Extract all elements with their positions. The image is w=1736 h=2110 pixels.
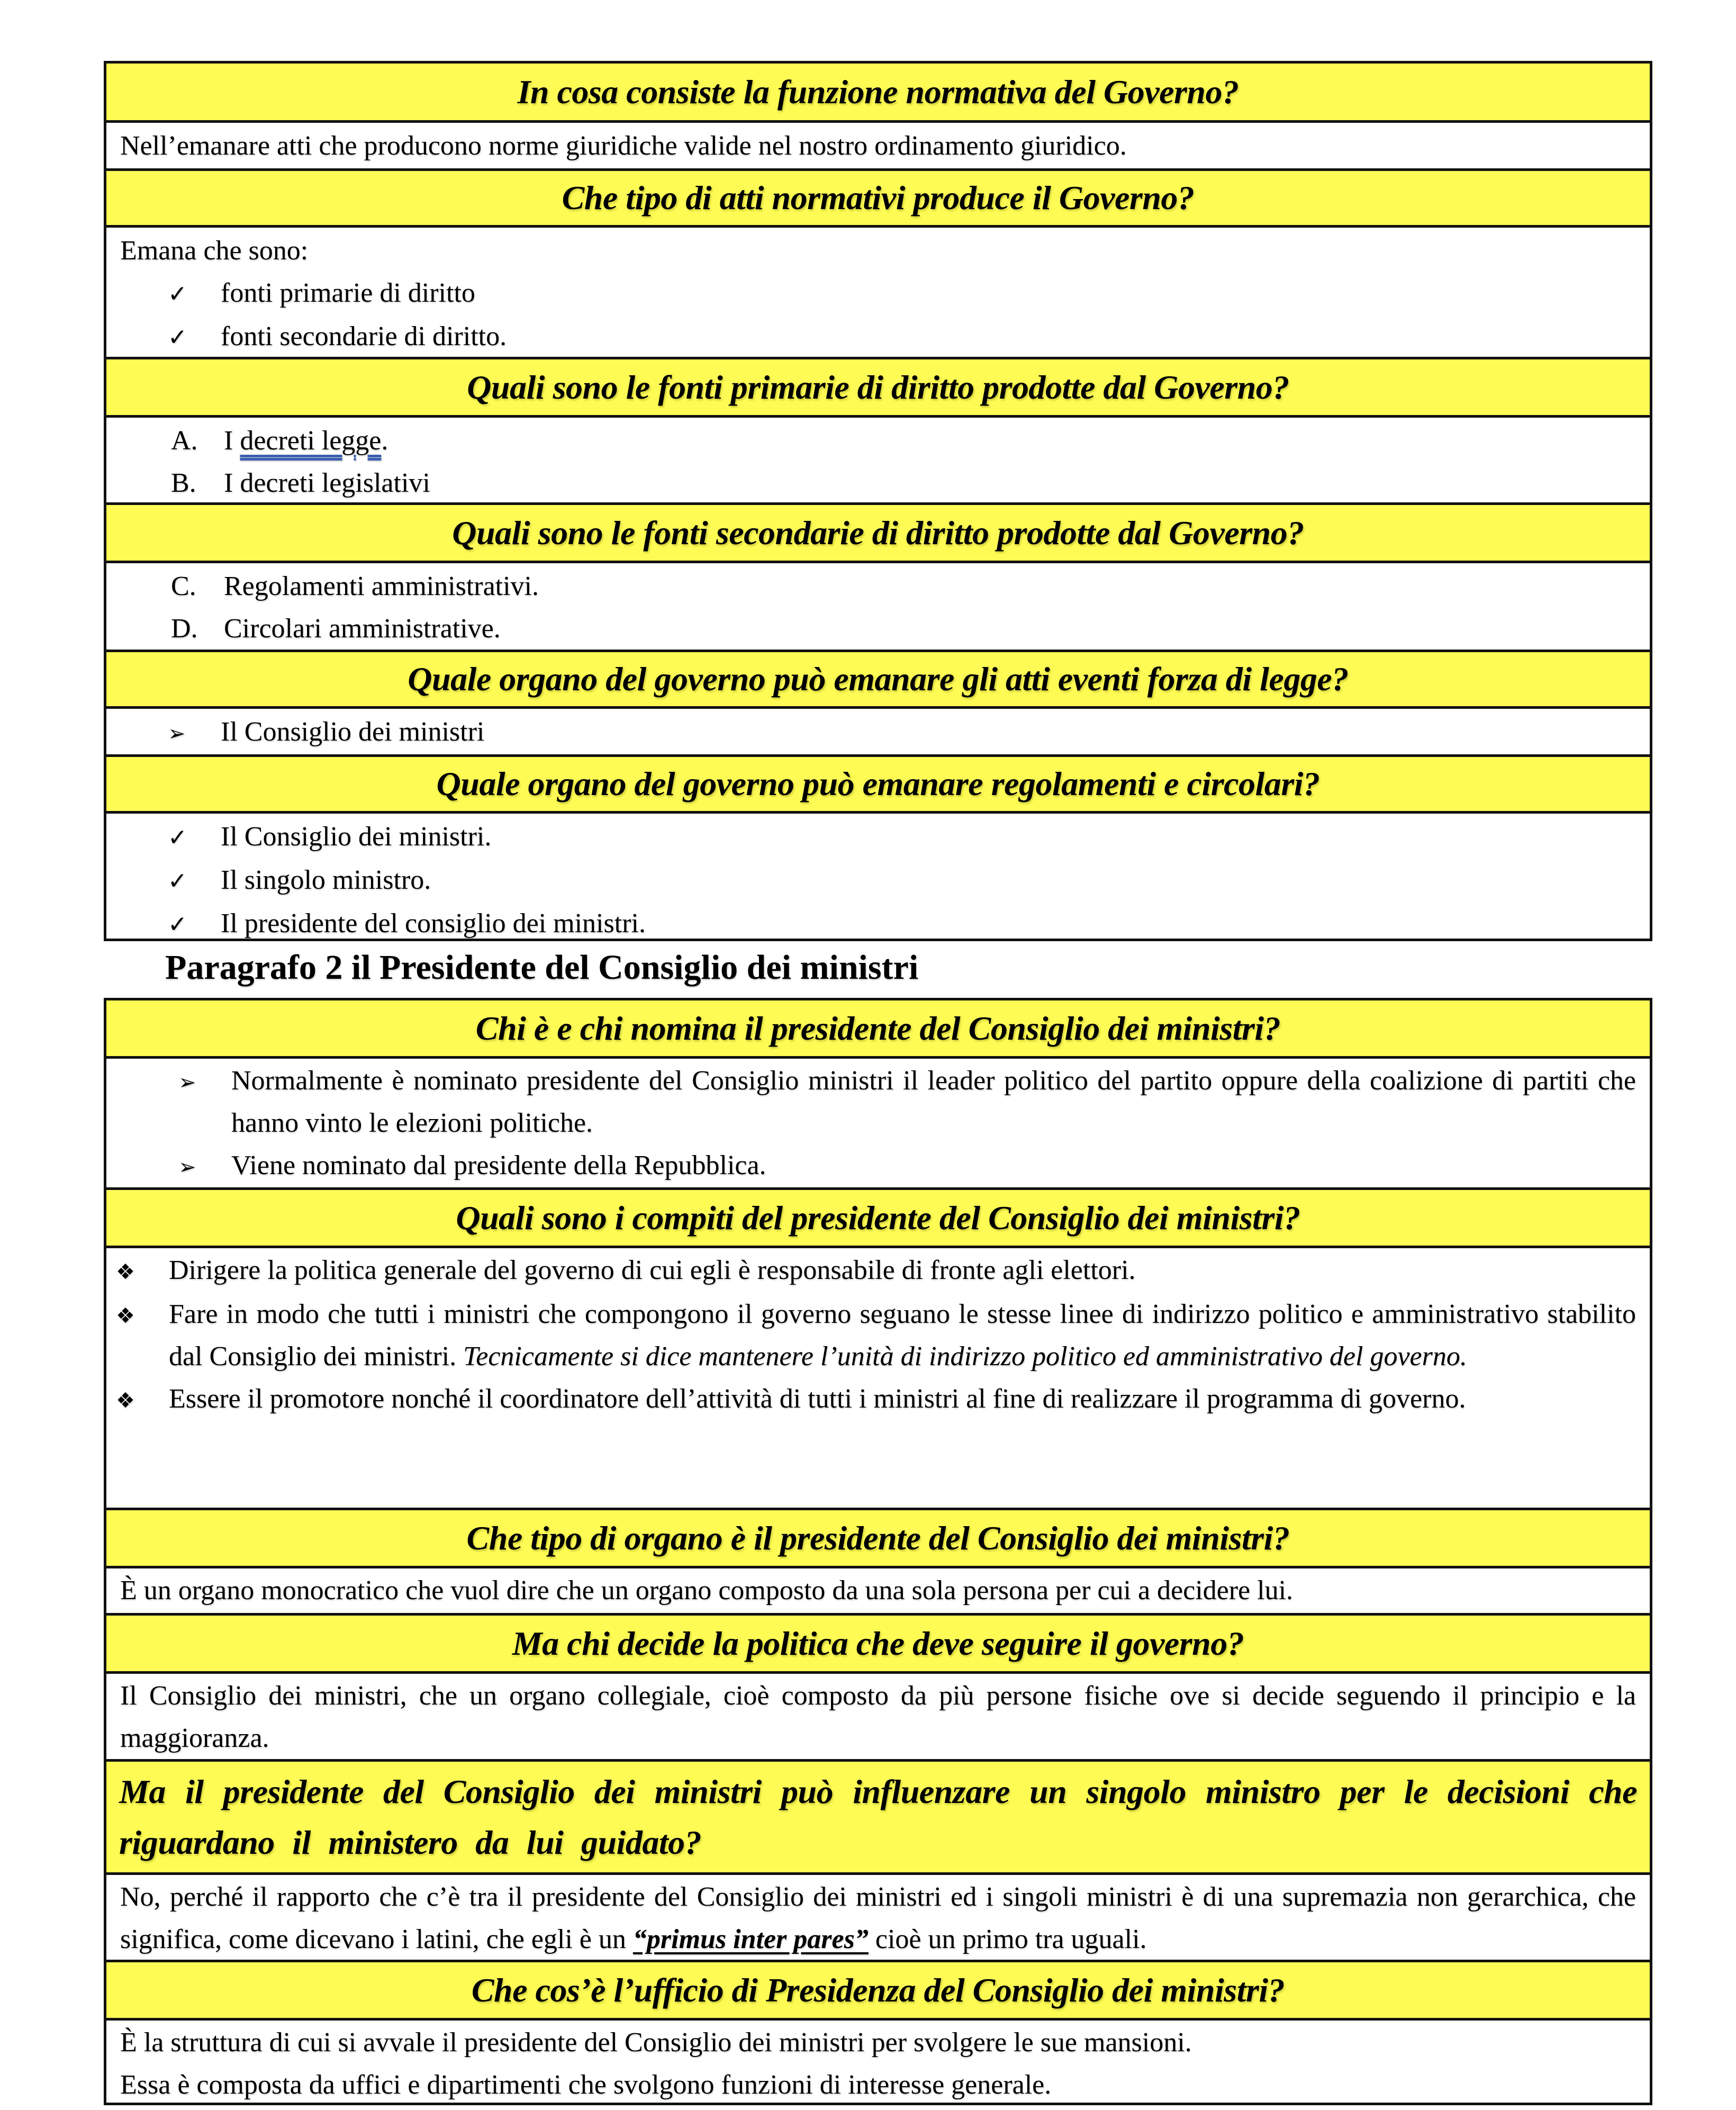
question-row — [106, 1759, 1650, 1872]
arrow-icon: ➢ — [178, 1155, 196, 1179]
answer-row — [106, 225, 1650, 357]
list-item-text: I decreti legislativi — [224, 468, 430, 498]
spellcheck-underlined-text: decreti legge — [240, 426, 382, 456]
answer-text: No, perché il rapporto che c’è tra il presidente del Consiglio dei ministri ed i singoli ministri è di una supremazia non gerarchica, che significa, come dicevano i latini, che egli è un “primus inter pares” cioè un primo tra uguali. — [120, 1882, 1636, 1954]
answer-text: Nell’emanare atti che producono norme giuridiche valide nel nostro ordinamento giuridico. — [120, 131, 1127, 161]
arrow-icon: ➢ — [168, 722, 186, 746]
list-marker: A. — [171, 426, 198, 456]
list-item-text: Il Consiglio dei ministri. — [221, 822, 492, 852]
question-row — [106, 650, 1650, 706]
list-marker: C. — [171, 571, 196, 601]
question-text: Che cos’è l’ufficio di Presidenza del Consiglio dei ministri? — [471, 1971, 1285, 2009]
question-text: Quali sono i compiti del presidente del Consiglio dei ministri? — [456, 1198, 1300, 1237]
list-item-text: Il presidente del consiglio dei ministri. — [221, 908, 646, 939]
answer-row — [106, 1872, 1650, 1960]
check-icon: ✓ — [168, 324, 187, 351]
list-item — [120, 272, 1636, 315]
question-text: Chi è e chi nomina il presidente del Consiglio dei ministri? — [475, 1009, 1281, 1047]
question-row — [106, 1508, 1650, 1566]
question-row — [106, 1613, 1650, 1671]
answer-row — [106, 1246, 1650, 1508]
answer-row — [106, 1056, 1650, 1187]
question-text: Quale organo del governo può emanare gli atti eventi forza di legge? — [408, 660, 1349, 698]
list-item — [120, 816, 1636, 859]
list-item — [120, 420, 1636, 462]
list-marker: D. — [171, 614, 198, 644]
diamond-icon: ❖ — [116, 1388, 135, 1413]
check-icon: ✓ — [168, 824, 187, 851]
qa-table-presidente — [104, 998, 1652, 2105]
answer-row — [106, 561, 1650, 650]
latin-phrase: “primus inter pares” — [632, 1924, 869, 1954]
list-item-text: Regolamenti amministrativi. — [224, 571, 539, 601]
question-row — [106, 357, 1650, 415]
check-icon: ✓ — [168, 911, 187, 938]
check-icon: ✓ — [168, 868, 187, 895]
question-row — [106, 1187, 1650, 1246]
answer-row — [106, 415, 1650, 502]
answer-row — [106, 120, 1650, 168]
answer-row — [106, 2018, 1650, 2105]
answer-text: È un organo monocratico che vuol dire che un organo composto da una sola persona per cui a decidere lui. — [120, 1575, 1294, 1606]
question-text: Che tipo di atti normativi produce il Governo? — [562, 179, 1195, 217]
list-item — [120, 1060, 1636, 1144]
answer-text: Il Consiglio dei ministri, che un organo collegiale, cioè composto da più persone fisiche ove si decide seguendo il principio e la maggioranza. — [120, 1681, 1636, 1753]
section-heading: Paragrafo 2 il Presidente del Consiglio dei ministri — [165, 948, 919, 987]
question-row — [106, 754, 1650, 811]
qa-table-funzione-normativa — [104, 61, 1652, 941]
list-item-text: Dirigere la politica generale del governo di cui egli è responsabile di fronte agli elettori. — [169, 1255, 1136, 1285]
answer-row — [106, 706, 1650, 754]
list-item-text: I decreti legge. — [224, 426, 388, 456]
question-text: Quali sono le fonti primarie di diritto prodotte dal Governo? — [467, 368, 1289, 406]
list-item — [120, 608, 1636, 650]
answer-intro: Emana che sono: — [120, 236, 309, 266]
check-icon: ✓ — [168, 281, 187, 308]
answer-row — [106, 1566, 1650, 1613]
question-text: Ma chi decide la politica che deve seguire il governo? — [512, 1624, 1244, 1662]
list-item — [116, 1378, 1636, 1422]
list-marker: B. — [171, 468, 196, 498]
list-item-text: Il singolo ministro. — [221, 865, 431, 895]
list-item — [120, 711, 1636, 755]
question-row — [106, 1000, 1650, 1056]
italic-note: Tecnicamente si dice mantenere l’unità di indirizzo politico ed amministrativo del governo. — [463, 1341, 1467, 1372]
question-text: Quale organo del governo può emanare regolamenti e circolari? — [436, 765, 1320, 802]
question-text: In cosa consiste la funzione normativa del Governo? — [517, 73, 1239, 111]
list-item — [116, 1293, 1636, 1378]
list-item-text: Fare in modo che tutti i ministri che compongono il governo seguano le stesse linee di indirizzo politico e amministrativo stabilito dal Consiglio dei ministri. Tecnicamente si dice mantenere l’unità di indirizzo politico ed amministrativo del governo. — [169, 1299, 1636, 1372]
list-item — [120, 315, 1636, 359]
list-item — [120, 859, 1636, 903]
list-item-text: Essere il promotore nonché il coordinatore dell’attività di tutti i ministri al fine di realizzare il programma di governo. — [169, 1384, 1466, 1414]
answer-text: Essa è composta da uffici e dipartimenti che svolgono funzioni di interesse generale. — [120, 2070, 1052, 2100]
list-item — [120, 1144, 1636, 1188]
list-item — [120, 565, 1636, 608]
list-item-text: Il Consiglio dei ministri — [221, 717, 485, 747]
question-row — [106, 64, 1650, 120]
question-text: Quali sono le fonti secondarie di diritto prodotte dal Governo? — [452, 513, 1304, 552]
question-text: Ma il presidente del Consiglio dei ministri può influenzare un singolo ministro per le decisioni che riguardano il ministero da lui guidato? — [119, 1772, 1637, 1861]
list-item-text: Viene nominato dal presidente della Repubblica. — [231, 1150, 766, 1180]
list-item — [116, 1249, 1636, 1293]
list-item-text: Normalmente è nominato presidente del Consiglio ministri il leader politico del partito oppure della coalizione di partiti che hanno vinto le elezioni politiche. — [231, 1066, 1636, 1138]
answer-text: È la struttura di cui si avvale il presidente del Consiglio dei ministri per svolgere le sue mansioni. — [120, 2027, 1192, 2058]
question-text: Che tipo di organo è il presidente del Consiglio dei ministri? — [466, 1519, 1290, 1557]
list-item-text: fonti primarie di diritto — [221, 278, 475, 308]
diamond-icon: ❖ — [116, 1260, 135, 1284]
arrow-icon: ➢ — [178, 1070, 196, 1095]
diamond-icon: ❖ — [116, 1304, 135, 1328]
answer-row — [106, 1671, 1650, 1759]
question-row — [106, 502, 1650, 561]
question-row — [106, 168, 1650, 225]
list-item — [120, 462, 1636, 504]
question-row — [106, 1960, 1650, 2018]
list-item — [120, 903, 1636, 946]
list-item-text: fonti secondarie di diritto. — [221, 321, 507, 351]
answer-row — [106, 811, 1650, 944]
list-item-text: Circolari amministrative. — [224, 614, 501, 644]
